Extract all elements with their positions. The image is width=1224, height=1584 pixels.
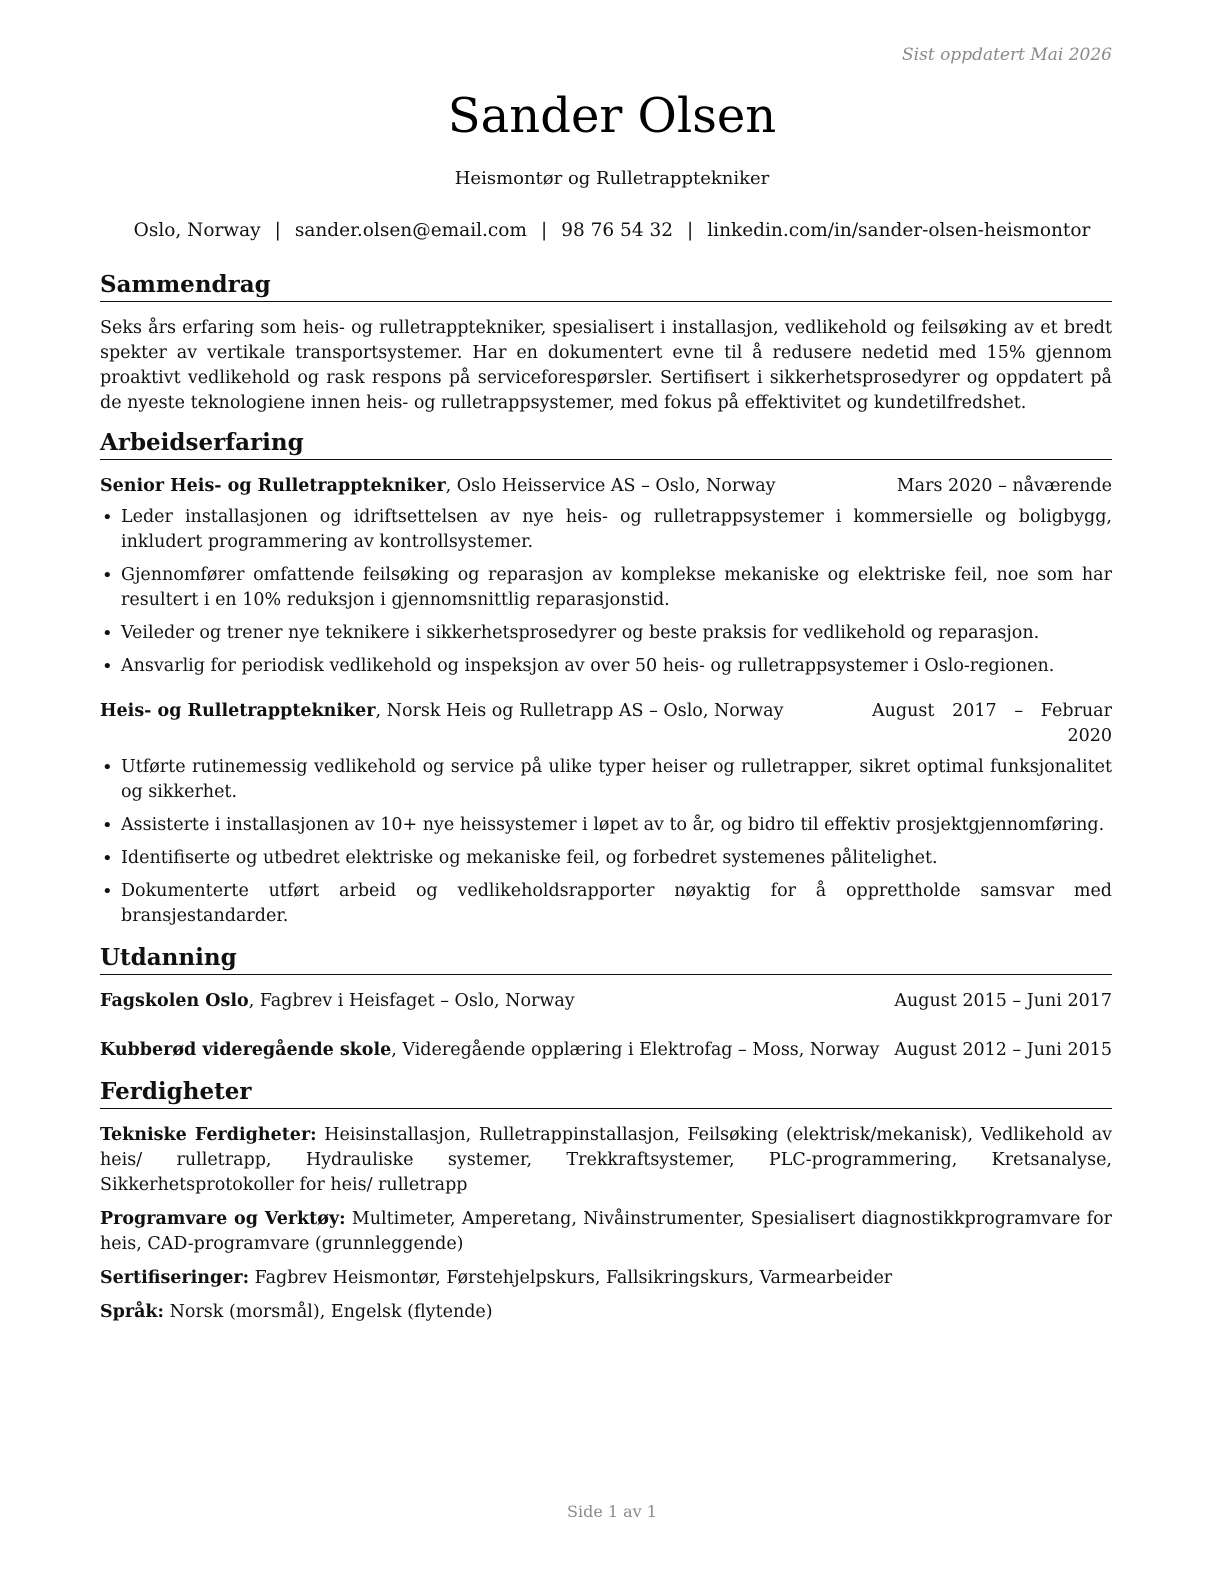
contact-separator: | bbox=[687, 220, 694, 241]
skills-list bbox=[100, 1123, 1112, 1325]
skill-text: Multimeter, Amperetang, Nivåinstrumenter, Spesialisert diagnostikkprogramvare for heis, CAD-programvare (grunnleggende) bbox=[100, 1209, 1113, 1254]
section-heading-education: Utdanning bbox=[100, 943, 1112, 975]
section-heading-experience: Arbeidserfaring bbox=[100, 428, 1112, 460]
job-dates: Mars 2020 – nåværende bbox=[896, 476, 1112, 496]
job-entry bbox=[100, 474, 1112, 679]
contact-separator: | bbox=[274, 220, 281, 241]
skill-label: Språk: bbox=[100, 1302, 165, 1322]
skill-group bbox=[100, 1123, 1112, 1198]
contact-location: Oslo, Norway bbox=[133, 220, 261, 241]
education-entry bbox=[100, 1038, 1112, 1063]
education-school: Kubberød videregående skole bbox=[100, 1040, 392, 1060]
job-bullets bbox=[100, 755, 1112, 929]
skill-text: Fagbrev Heismontør, Førstehjelpskurs, Fallsikringskurs, Varmearbeider bbox=[249, 1268, 893, 1288]
job-header bbox=[100, 474, 1112, 499]
job-dates: August 2017 – Februar 2020 bbox=[872, 701, 1112, 746]
contact-separator: | bbox=[540, 220, 548, 241]
contact-phone: 98 76 54 32 bbox=[561, 220, 674, 241]
job-header bbox=[100, 699, 1112, 749]
last-updated: Sist oppdatert Mai 2026 bbox=[902, 45, 1112, 65]
job-role: Heis- og Rulletrapptekniker bbox=[100, 701, 376, 721]
job-company: , Norsk Heis og Rulletrapp AS – Oslo, Norway bbox=[375, 701, 784, 721]
skill-label: Tekniske Ferdigheter: bbox=[100, 1125, 317, 1145]
section-heading-summary: Sammendrag bbox=[100, 270, 1112, 302]
education-detail: , Fagbrev i Heisfaget – Oslo, Norway bbox=[248, 991, 575, 1011]
contact-linkedin[interactable]: linkedin.com/in/sander-olsen-heismontor bbox=[707, 220, 1091, 241]
job-bullet: • Gjennomfører omfattende feilsøking og reparasjon av komplekse mekaniske og elektriske feil, noe som har resultert i en 10% reduksjon i gjennomsnittlig reparasjonstid. bbox=[100, 563, 1112, 613]
education-school: Fagskolen Oslo bbox=[100, 991, 249, 1011]
section-heading-skills: Ferdigheter bbox=[100, 1077, 1112, 1109]
education-detail: , Videregående opplæring i Elektrofag – Moss, Norway bbox=[391, 1040, 880, 1060]
job-title: Heismontør og Rulletrapptekniker bbox=[454, 168, 770, 189]
skill-text: Heisinstallasjon, Rulletrappinstallasjon, Feilsøking (elektrisk/mekanisk), Vedlikehold av heis/ rulletrapp, Hydrauliske systemer, Trekkraftsystemer, PLC-programmering, Kretsanalyse, Sikkerhetsprotokoller for heis/ rulletrapp bbox=[100, 1125, 1113, 1195]
job-bullet: • Veileder og trener nye teknikere i sikkerhetsprosedyrer og beste praksis for vedlikehold og reparasjon. bbox=[100, 621, 1112, 646]
candidate-name: Sander Olsen bbox=[447, 88, 777, 144]
contact-line bbox=[0, 220, 1224, 241]
job-entry bbox=[100, 699, 1112, 929]
job-bullets bbox=[100, 505, 1112, 679]
job-bullet: • Leder installasjonen og idriftsettelsen av nye heis- og rulletrappsystemer i kommersielle og boligbygg, inkludert programmering av kontrollsystemer. bbox=[100, 505, 1112, 555]
job-bullet: • Utførte rutinemessig vedlikehold og service på ulike typer heiser og rulletrapper, sikret optimal funksjonalitet og sikkerhet. bbox=[100, 755, 1112, 805]
education-dates: August 2015 – Juni 2017 bbox=[894, 991, 1112, 1011]
job-bullet: • Dokumenterte utført arbeid og vedlikeholdsrapporter nøyaktig for å opprettholde samsvar med bransjestandarder. bbox=[100, 879, 1112, 929]
job-company: , Oslo Heisservice AS – Oslo, Norway bbox=[445, 476, 776, 496]
skill-label: Sertifiseringer: bbox=[100, 1268, 250, 1288]
contact-email[interactable]: sander.olsen@email.com bbox=[294, 220, 527, 241]
skill-group bbox=[100, 1207, 1112, 1257]
education-dates: August 2012 – Juni 2015 bbox=[894, 1040, 1112, 1060]
job-bullet: • Ansvarlig for periodisk vedlikehold og inspeksjon av over 50 heis- og rulletrappsystemer i Oslo-regionen. bbox=[100, 654, 1112, 679]
skill-group bbox=[100, 1300, 1112, 1325]
skill-text: Norsk (morsmål), Engelsk (flytende) bbox=[164, 1302, 493, 1322]
skill-label: Programvare og Verktøy: bbox=[100, 1209, 346, 1229]
page-number: Side 1 av 1 bbox=[567, 1502, 657, 1521]
job-bullet: • Assisterte i installasjonen av 10+ nye heissystemer i løpet av to år, og bidro til effektiv prosjektgjennomføring. bbox=[100, 813, 1112, 838]
summary-text: Seks års erfaring som heis- og rulletrapptekniker, spesialisert i installasjon, vedlikehold og feilsøking av et bredt spekter av vertikale transportsystemer. Har en dokumentert evne til å redusere nedetid med 15% gjennom proaktivt vedlikehold og rask respons på serviceforespørsler. Sertifisert i sikkerhetsprosedyrer og oppdatert på de nyeste teknologiene innen heis- og rulletrappsystemer, med fokus på effektivitet og kundetilfredshet. bbox=[100, 318, 1112, 413]
education-entry bbox=[100, 989, 1112, 1014]
skill-group bbox=[100, 1266, 1112, 1291]
job-bullet: • Identifiserte og utbedret elektriske og mekaniske feil, og forbedret systemenes pålitelighet. bbox=[100, 846, 1112, 871]
job-role: Senior Heis- og Rulletrapptekniker bbox=[100, 476, 446, 496]
resume-body bbox=[100, 270, 1112, 1334]
